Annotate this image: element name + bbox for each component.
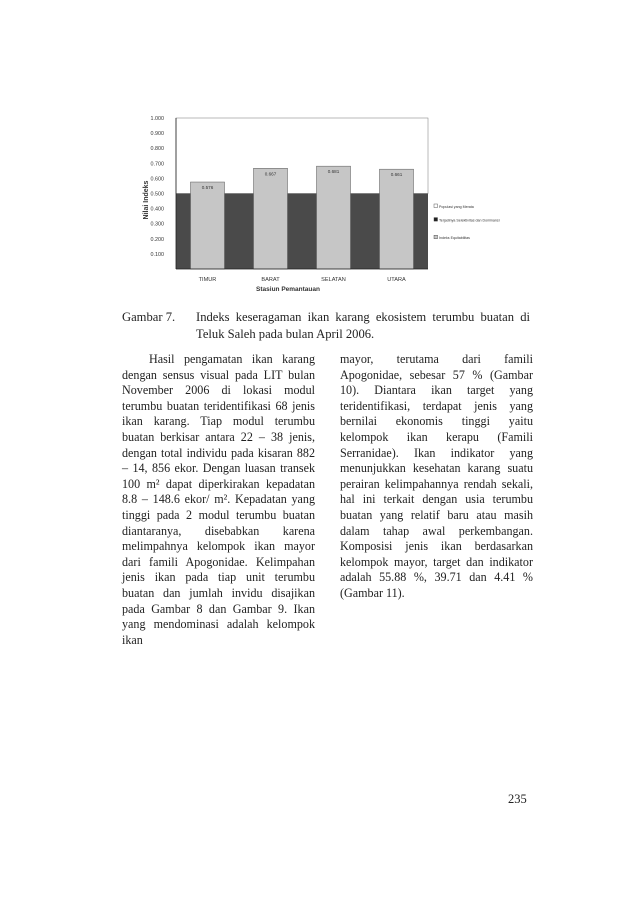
bar-value-label: 0.667 (264, 171, 277, 177)
y-tick-label: 0.300 (150, 221, 164, 228)
y-tick-label: 0.900 (150, 131, 164, 138)
x-category-label: BARAT (261, 277, 280, 283)
y-tick-label: 0.600 (150, 176, 164, 183)
x-axis-categories (199, 277, 406, 283)
x-axis-label: Stasiun Pemantauan (256, 286, 320, 293)
y-tick-label: 0.100 (150, 251, 164, 258)
y-tick-label: 1.000 (150, 116, 164, 122)
page-number: 235 (508, 792, 527, 806)
legend-label: Indeks Equitabilitas (439, 236, 470, 241)
legend-swatch (434, 204, 438, 208)
x-category-label: UTARA (387, 277, 406, 283)
bar-value-label: 0.681 (327, 169, 340, 175)
figure-caption (122, 309, 532, 343)
y-tick-label: 0.200 (150, 236, 164, 243)
x-category-label: TIMUR (198, 277, 217, 283)
bar (254, 168, 288, 269)
bar (191, 182, 225, 269)
right-paragraph: mayor, terutama dari famili Apogonidae, sebesar 57 % (Gambar 10). Diantara ikan target yang teridentifikasi, terdapat jenis yang bernilai ekonomis tinggi yaitu kelompok ikan kerapu (Famili Serranidae). Ikan indikator yang menunjukkan kesehatan karang suatu perairan kelimpahannya rendah sekali, hal ini terkait dengan usia terumbu buatan yang relatif baru atau masih dalam tahap awal perkembangan. Komposisi jenis ikan berdasarkan kelompok mayor, target dan indikator adalah 55.88 %, 39.71 dan 4.41 % (Gambar 11). (340, 352, 533, 600)
bar (380, 169, 414, 269)
bar-value-label: 0.661 (390, 172, 403, 178)
y-tick-label: 0.500 (150, 191, 164, 198)
equitability-bar-chart (140, 108, 540, 303)
left-column (122, 352, 315, 648)
legend-swatch (434, 235, 438, 239)
right-column (340, 352, 533, 602)
left-paragraph: Hasil pengamatan ikan karang dengan sensus visual pada LIT bulan November 2006 di lokasi modul terumbu buatan teridentifikasi 68 jenis ikan karang. Tiap modul terumbu buatan berkisar antara 22 – 38 jenis, dengan total individu pada kisaran 882 – 14, 856 ekor. Dengan luasan transek 100 m² dapat diperkirakan kepadatan 8.8 – 148.6 ekor/ m². Kepadatan yang tinggi pada 2 modul terumbu buatan diantaranya, disebabkan karena melimpahnya kelompok ikan mayor dari famili Apogonidae. Kelimpahan jenis ikan pada tiap unit terumbu buatan dan jumlah invidu disajikan pada Gambar 8 dan Gambar 9. Ikan yang mendominasi adalah kelompok ikan (122, 352, 315, 647)
y-tick-label: 0.800 (150, 146, 164, 153)
legend-swatch (434, 218, 438, 222)
y-tick-label: 0.700 (150, 161, 164, 168)
bar-value-label: 0.576 (201, 185, 214, 191)
caption-label: Gambar 7. (122, 310, 176, 324)
x-category-label: SELATAN (321, 277, 346, 283)
legend-label: Populasi yang Merata (439, 205, 474, 209)
y-axis-label: Nilai Indeks (143, 180, 150, 220)
y-axis-ticks (151, 116, 165, 258)
y-tick-label: 0.400 (150, 206, 164, 213)
caption-text: Indeks keseragaman ikan karang ekosistem terumbu buatan di Teluk Saleh pada bulan April 2006. (196, 310, 530, 341)
legend (434, 204, 500, 240)
legend-label: Terjadinya Selektivitas dan Dominansi (439, 218, 500, 223)
bar (317, 166, 351, 269)
